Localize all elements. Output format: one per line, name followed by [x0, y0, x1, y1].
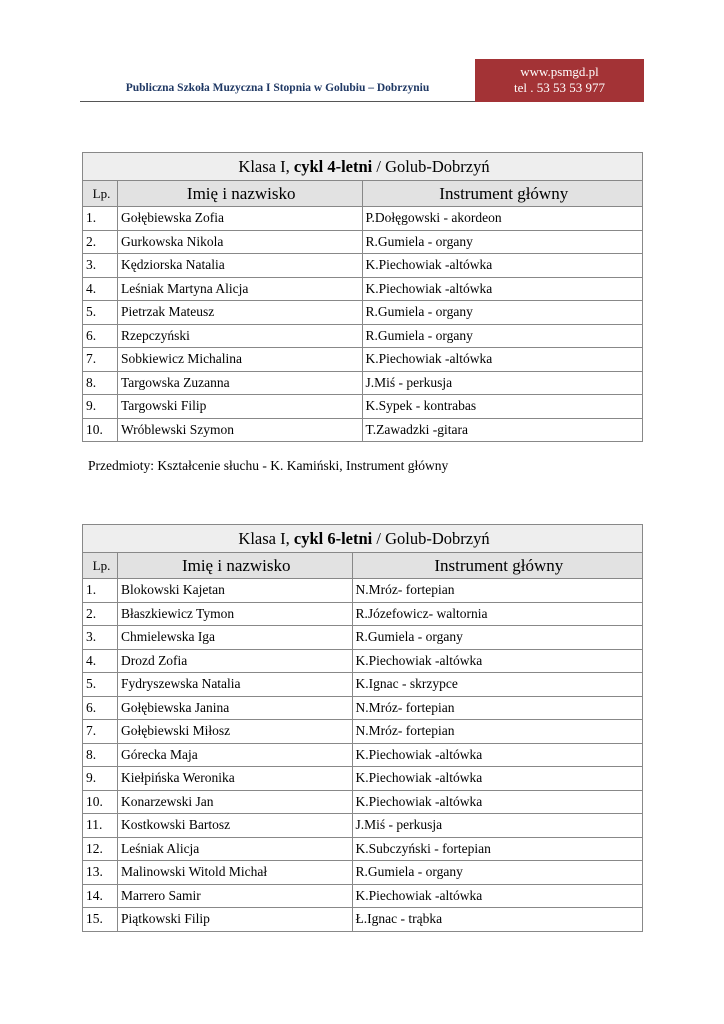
- table-row: [83, 254, 643, 278]
- cell-lp: 5.: [83, 673, 118, 697]
- cell-instrument: Ł.Ignac - trąbka: [352, 908, 642, 932]
- cell-instrument: R.Gumiela - organy: [362, 230, 643, 254]
- cell-instrument: K.Ignac - skrzypce: [352, 673, 642, 697]
- table-row: [83, 395, 643, 419]
- cell-name: Kędziorska Natalia: [117, 254, 362, 278]
- table-row: [83, 861, 643, 885]
- cell-instrument: K.Piechowiak -altówka: [352, 767, 642, 791]
- title-suffix: / Golub-Dobrzyń: [372, 156, 490, 176]
- cell-instrument: R.Gumiela - organy: [352, 861, 642, 885]
- table-row: [83, 720, 643, 744]
- cell-name: Gurkowska Nikola: [117, 230, 362, 254]
- cell-lp: 14.: [83, 884, 118, 908]
- class-table-6-year: [82, 524, 643, 932]
- table-row: [83, 908, 643, 932]
- cell-name: Marrero Samir: [117, 884, 352, 908]
- table-row: [83, 579, 643, 603]
- cell-name: Gołębiewska Zofia: [117, 207, 362, 231]
- cell-lp: 10.: [83, 418, 118, 442]
- cell-lp: 1.: [83, 579, 118, 603]
- cell-lp: 9.: [83, 395, 118, 419]
- column-header-name: Imię i nazwisko: [117, 553, 352, 579]
- table-title: [83, 525, 643, 553]
- table-row: [83, 767, 643, 791]
- column-header-instrument: Instrument główny: [362, 181, 643, 207]
- cell-name: Sobkiewicz Michalina: [117, 348, 362, 372]
- table-row: [83, 301, 643, 325]
- cell-instrument: N.Mróz- fortepian: [352, 720, 642, 744]
- cell-instrument: K.Piechowiak -altówka: [362, 254, 643, 278]
- cell-name: Piątkowski Filip: [117, 908, 352, 932]
- table-row: [83, 418, 643, 442]
- cell-name: Leśniak Martyna Alicja: [117, 277, 362, 301]
- table-row: [83, 673, 643, 697]
- table-row: [83, 649, 643, 673]
- cell-instrument: K.Piechowiak -altówka: [352, 743, 642, 767]
- cell-instrument: N.Mróz- fortepian: [352, 696, 642, 720]
- table-body: [83, 207, 643, 442]
- cell-lp: 11.: [83, 814, 118, 838]
- cell-name: Fydryszewska Natalia: [117, 673, 352, 697]
- cell-instrument: K.Piechowiak -altówka: [352, 649, 642, 673]
- cell-name: Górecka Maja: [117, 743, 352, 767]
- cell-lp: 10.: [83, 790, 118, 814]
- class-table-4-year: [82, 152, 643, 442]
- cell-name: Gołębiewski Miłosz: [117, 720, 352, 744]
- cell-name: Rzepczyński: [117, 324, 362, 348]
- cell-lp: 6.: [83, 324, 118, 348]
- cell-instrument: R.Gumiela - organy: [362, 301, 643, 325]
- table-row: [83, 348, 643, 372]
- cell-name: Błaszkiewicz Tymon: [117, 602, 352, 626]
- cell-instrument: J.Miś - perkusja: [362, 371, 643, 395]
- table-row: [83, 790, 643, 814]
- title-cycle: cykl 6-letni: [293, 528, 373, 548]
- website-link[interactable]: www.psmgd.pl: [520, 64, 599, 79]
- cell-lp: 1.: [83, 207, 118, 231]
- column-header-name: Imię i nazwisko: [117, 181, 362, 207]
- column-header-lp: Lp.: [83, 181, 118, 207]
- table-row: [83, 207, 643, 231]
- cell-instrument: K.Piechowiak -altówka: [362, 277, 643, 301]
- cell-instrument: N.Mróz- fortepian: [352, 579, 642, 603]
- cell-instrument: K.Piechowiak -altówka: [362, 348, 643, 372]
- table-row: [83, 837, 643, 861]
- cell-name: Malinowski Witold Michał: [117, 861, 352, 885]
- table-row: [83, 814, 643, 838]
- column-header-lp: Lp.: [83, 553, 118, 579]
- cell-lp: 4.: [83, 649, 118, 673]
- title-suffix: / Golub-Dobrzyń: [372, 528, 490, 548]
- table-row: [83, 626, 643, 650]
- cell-name: Leśniak Alicja: [117, 837, 352, 861]
- table-row: [83, 230, 643, 254]
- cell-lp: 15.: [83, 908, 118, 932]
- cell-instrument: K.Piechowiak -altówka: [352, 884, 642, 908]
- cell-name: Kiełpińska Weronika: [117, 767, 352, 791]
- contact-box: [475, 59, 644, 102]
- table-row: [83, 696, 643, 720]
- cell-instrument: R.Gumiela - organy: [352, 626, 642, 650]
- cell-lp: 3.: [83, 626, 118, 650]
- table-row: [83, 743, 643, 767]
- school-name: Publiczna Szkoła Muzyczna I Stopnia w Golubiu – Dobrzyniu: [125, 82, 430, 94]
- cell-lp: 4.: [83, 277, 118, 301]
- phone-number: tel . 53 53 53 977: [514, 80, 605, 95]
- cell-instrument: K.Piechowiak -altówka: [352, 790, 642, 814]
- title-prefix: Klasa I,: [238, 528, 294, 548]
- cell-lp: 2.: [83, 602, 118, 626]
- cell-instrument: R.Gumiela - organy: [362, 324, 643, 348]
- cell-name: Gołębiewska Janina: [117, 696, 352, 720]
- cell-name: Blokowski Kajetan: [117, 579, 352, 603]
- cell-lp: 2.: [83, 230, 118, 254]
- cell-name: Chmielewska Iga: [117, 626, 352, 650]
- cell-lp: 3.: [83, 254, 118, 278]
- column-header-instrument: Instrument główny: [352, 553, 642, 579]
- cell-name: Targowska Zuzanna: [117, 371, 362, 395]
- subjects-note: Przedmioty: Kształcenie słuchu - K. Kamiński, Instrument główny: [88, 458, 449, 473]
- cell-lp: 13.: [83, 861, 118, 885]
- table-body: [83, 579, 643, 932]
- cell-lp: 8.: [83, 743, 118, 767]
- title-cycle: cykl 4-letni: [293, 156, 373, 176]
- cell-name: Wróblewski Szymon: [117, 418, 362, 442]
- cell-instrument: P.Dołęgowski - akordeon: [362, 207, 643, 231]
- title-prefix: Klasa I,: [238, 156, 294, 176]
- table-title: [83, 153, 643, 181]
- cell-name: Drozd Zofia: [117, 649, 352, 673]
- cell-instrument: K.Subczyński - fortepian: [352, 837, 642, 861]
- cell-instrument: J.Miś - perkusja: [352, 814, 642, 838]
- cell-name: Kostkowski Bartosz: [117, 814, 352, 838]
- cell-instrument: K.Sypek - kontrabas: [362, 395, 643, 419]
- cell-instrument: R.Józefowicz- waltornia: [352, 602, 642, 626]
- cell-lp: 5.: [83, 301, 118, 325]
- cell-name: Targowski Filip: [117, 395, 362, 419]
- table-row: [83, 371, 643, 395]
- table-row: [83, 277, 643, 301]
- cell-instrument: T.Zawadzki -gitara: [362, 418, 643, 442]
- cell-lp: 7.: [83, 348, 118, 372]
- cell-lp: 6.: [83, 696, 118, 720]
- table-row: [83, 884, 643, 908]
- cell-lp: 12.: [83, 837, 118, 861]
- cell-lp: 8.: [83, 371, 118, 395]
- cell-lp: 9.: [83, 767, 118, 791]
- cell-lp: 7.: [83, 720, 118, 744]
- cell-name: Konarzewski Jan: [117, 790, 352, 814]
- table-row: [83, 324, 643, 348]
- cell-name: Pietrzak Mateusz: [117, 301, 362, 325]
- table-row: [83, 602, 643, 626]
